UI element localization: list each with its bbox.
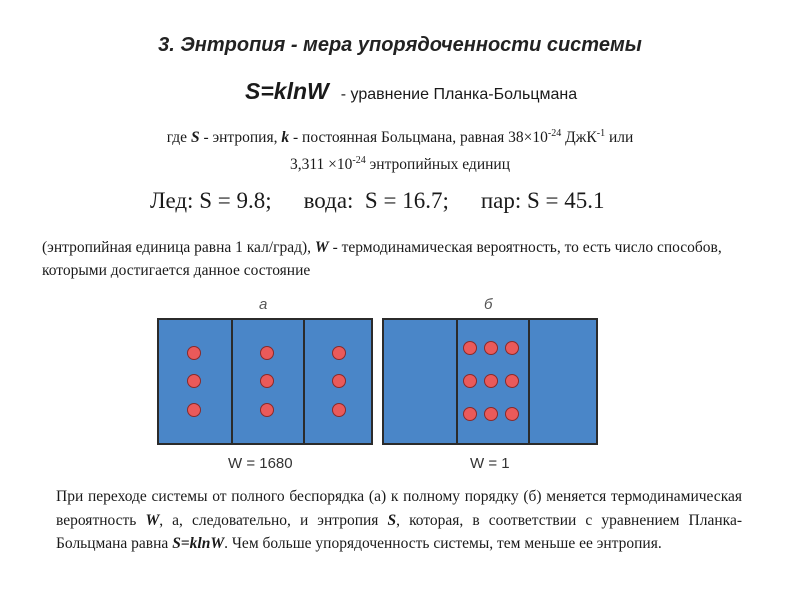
particle [484,374,498,388]
symbol-k: k [281,129,290,147]
panel-a-cell [303,320,371,443]
text-run: . Чем больше упорядоченность системы, тем меньше ее энтропия. [224,535,662,552]
exponent: -1 [596,128,606,139]
definitions-text [70,122,730,176]
particle [505,407,519,421]
particle [187,374,201,388]
unit-note [42,236,762,282]
particle [260,374,274,388]
symbol-w: W [145,511,160,529]
panel-a-label: а [259,296,268,313]
text-run: энтропийных единиц [365,156,510,174]
text-run: - термодинамическая вероятность, то есть число способов, которыми достигается данное состояние [42,239,722,279]
formula-description: - уравнение Планка-Больцмана [340,86,578,103]
particle [187,403,201,417]
formula-inline: S=klnW [172,535,225,552]
ice-entropy: Лед: S = 9.8; [150,188,272,213]
panel-a-cell [231,320,303,443]
panel-b-ordered [382,318,598,445]
panel-a-disordered [157,318,373,445]
panel-b-label: б [484,296,493,313]
symbol-w: W [314,239,329,256]
exponent: -24 [352,155,366,167]
text-run: , которая, в соответствии с уравнением Планка-Больцмана равна [56,511,742,552]
particle [463,341,477,355]
slide-title: 3. Энтропия - мера упорядоченности системы [158,34,642,56]
particle [463,407,477,421]
particle [332,403,346,417]
text-run: , а, следовательно, и энтропия [159,511,388,529]
panel-a-w-label: W = 1680 [228,455,293,472]
text-run: или [605,129,634,147]
particle [484,341,498,355]
conclusion-text [56,485,742,556]
text-run: - постоянная Больцмана, равная 38×10 [289,129,548,147]
entropy-values [150,188,605,214]
particle [505,341,519,355]
particle [332,346,346,360]
steam-entropy: пар: S = 45.1 [480,188,605,213]
particle [187,346,201,360]
boltzmann-formula: S=klnW [245,78,329,104]
exponent: -24 [547,128,562,139]
particle [484,407,498,421]
panel-a-cell [159,320,231,443]
symbol-s: S [387,511,397,529]
text-run: 3,311 ×10 [289,156,353,174]
water-entropy: вода: S = 16.7; [303,188,449,213]
particle [260,346,274,360]
particle [505,374,519,388]
formula-row [245,78,577,105]
text-run: - энтропия, [199,129,282,147]
text-run: При переходе системы от полного беспорядка (а) к полному порядку (б) меняется термодинамическая вероятность [56,488,742,529]
panel-b-cell [528,320,596,443]
text-run: где [166,129,191,147]
panel-b-cell [456,320,528,443]
particle [463,374,477,388]
symbol-s: S [190,129,200,147]
text-run: (энтропийная единица равна 1 кал/град), [42,239,315,256]
particle [260,403,274,417]
text-run: ДжК [561,129,597,147]
panel-b-w-label: W = 1 [470,455,510,472]
panel-b-cell [384,320,456,443]
particle [332,374,346,388]
